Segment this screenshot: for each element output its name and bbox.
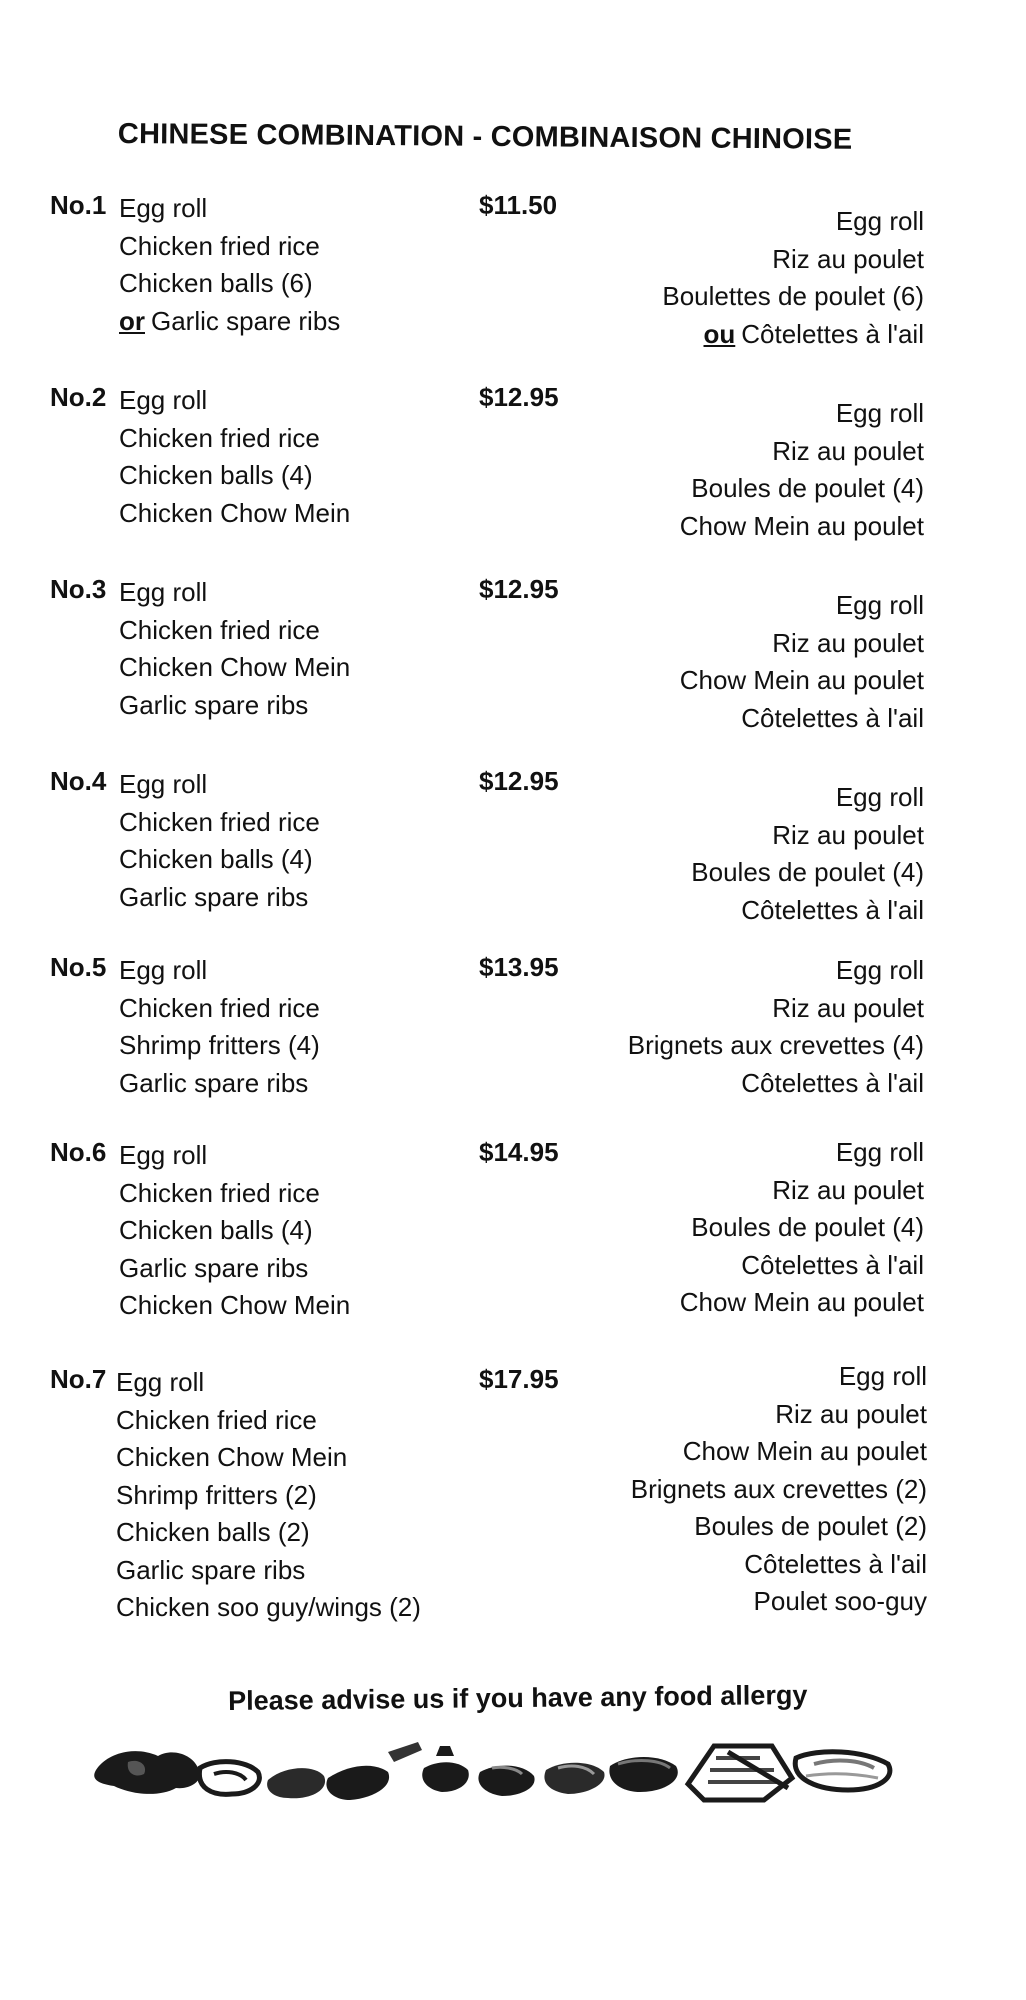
menu-item-french: Brignets aux crevettes (4) bbox=[627, 1030, 924, 1060]
food-illustration-icon bbox=[795, 1752, 890, 1790]
combo-items-french bbox=[691, 779, 924, 929]
menu-item-french: Egg roll bbox=[835, 398, 924, 428]
menu-item-english: Chicken Chow Mein bbox=[119, 652, 351, 682]
food-illustration-icon bbox=[478, 1766, 534, 1796]
menu-item-english: Egg roll bbox=[116, 1367, 205, 1397]
menu-item-french: Boules de poulet (4) bbox=[691, 473, 924, 503]
menu-item-english: Garlic spare ribs bbox=[119, 689, 309, 720]
food-illustration-icon bbox=[199, 1762, 259, 1795]
combo-items-french bbox=[680, 587, 924, 737]
menu-item-french: Egg roll bbox=[835, 590, 924, 620]
combo-number: No.6 bbox=[50, 1137, 107, 1167]
menu-item-french: Chow Mein au poulet bbox=[682, 1436, 927, 1466]
food-illustration-icon bbox=[609, 1757, 677, 1792]
menu-item-french: Côtelettes à l'ail bbox=[741, 702, 924, 733]
menu-item-french: Riz au poulet bbox=[772, 243, 924, 274]
menu-item-english: Chicken Chow Mein bbox=[119, 497, 351, 528]
menu-item-english: Egg roll bbox=[119, 769, 208, 799]
menu-item-french: Riz au poulet bbox=[772, 435, 924, 466]
food-illustration-icon bbox=[688, 1746, 792, 1800]
menu-item-french: Poulet soo-guy bbox=[753, 1586, 927, 1616]
menu-item-english: Garlic spare ribs bbox=[119, 1067, 309, 1098]
menu-item-english: Chicken balls (4) bbox=[119, 1215, 313, 1245]
menu-item-french: Chow Mein au poulet bbox=[679, 665, 924, 695]
menu-item-english: Shrimp fritters (4) bbox=[119, 1030, 320, 1060]
combo-price: $14.95 bbox=[479, 1137, 559, 1167]
menu-item-english: Garlic spare ribs bbox=[116, 1554, 306, 1585]
menu-item-english: Garlic spare ribs bbox=[119, 1252, 309, 1283]
menu-item-english: Chicken fried rice bbox=[119, 1177, 320, 1208]
menu-item-english: Egg roll bbox=[119, 577, 208, 607]
menu-item-english-alternative bbox=[119, 303, 340, 341]
food-illustration-icon bbox=[422, 1746, 469, 1792]
menu-item-english: Chicken fried rice bbox=[119, 992, 320, 1023]
menu-item-english: Chicken fried rice bbox=[119, 614, 320, 645]
combo-price: $17.95 bbox=[479, 1364, 559, 1394]
combo-number: No.2 bbox=[50, 382, 107, 412]
menu-item-english: Chicken fried rice bbox=[116, 1404, 317, 1435]
combo-items-french bbox=[680, 1134, 924, 1322]
combo-items-french bbox=[680, 395, 924, 545]
menu-item-french: Egg roll bbox=[838, 1361, 927, 1391]
combo-items-french bbox=[631, 1358, 927, 1621]
menu-item-english: Garlic spare ribs bbox=[119, 881, 309, 912]
menu-item-english: Egg roll bbox=[119, 193, 208, 223]
combo-price: $13.95 bbox=[479, 952, 559, 982]
menu-item-english: Chicken balls (4) bbox=[119, 460, 313, 490]
menu-item-french: Egg roll bbox=[835, 782, 924, 812]
food-illustration-icon bbox=[544, 1763, 604, 1794]
menu-item-french: Chow Mein au poulet bbox=[679, 510, 924, 541]
menu-item-french: Boules de poulet (4) bbox=[691, 1212, 924, 1242]
food-illustration-icon bbox=[267, 1742, 422, 1800]
menu-item-french: Riz au poulet bbox=[775, 1398, 927, 1429]
or-word: or bbox=[119, 305, 145, 336]
menu-item-english: Chicken Chow Mein bbox=[119, 1290, 351, 1320]
menu-item-english: Egg roll bbox=[119, 385, 208, 415]
combo-items-english bbox=[119, 766, 320, 916]
menu-item-french: Boules de poulet (2) bbox=[694, 1511, 927, 1541]
menu-item-french: Brignets aux crevettes (2) bbox=[630, 1473, 927, 1504]
menu-item-french-alternative bbox=[662, 316, 924, 354]
menu-item-english: Egg roll bbox=[119, 1140, 208, 1170]
menu-item-english: Egg roll bbox=[119, 955, 208, 985]
menu-item-english: Chicken fried rice bbox=[119, 230, 320, 261]
menu-item-french: Riz au poulet bbox=[772, 1174, 924, 1205]
combo-number: No.4 bbox=[50, 766, 107, 796]
menu-item-french: Côtelettes à l'ail bbox=[741, 894, 924, 925]
menu-item-english: Garlic spare ribs bbox=[151, 305, 341, 336]
menu-item-english: Chicken soo guy/wings (2) bbox=[116, 1592, 421, 1622]
combo-items-english bbox=[119, 190, 340, 340]
menu-item-french: Côtelettes à l'ail bbox=[741, 318, 924, 349]
menu-item-english: Chicken fried rice bbox=[119, 806, 320, 837]
menu-item-french: Côtelettes à l'ail bbox=[741, 1067, 924, 1098]
menu-item-french: Côtelettes à l'ail bbox=[744, 1548, 927, 1579]
menu-item-french: Riz au poulet bbox=[772, 819, 924, 850]
menu-item-french: Côtelettes à l'ail bbox=[741, 1249, 924, 1280]
combo-price: $12.95 bbox=[479, 382, 559, 412]
menu-item-french: Riz au poulet bbox=[772, 627, 924, 658]
menu-item-english: Chicken balls (6) bbox=[119, 268, 313, 298]
menu-item-french: Egg roll bbox=[835, 1137, 924, 1167]
menu-title: CHINESE COMBINATION - COMBINAISON CHINOISE bbox=[117, 118, 853, 156]
food-illustration-strip bbox=[88, 1728, 898, 1823]
menu-item-english: Shrimp fritters (2) bbox=[116, 1479, 317, 1510]
combo-items-english bbox=[119, 952, 320, 1102]
menu-item-english: Chicken balls (2) bbox=[116, 1517, 310, 1547]
combo-number: No.5 bbox=[50, 952, 107, 982]
food-illustration-icon bbox=[94, 1751, 200, 1794]
combo-price: $12.95 bbox=[479, 766, 559, 796]
menu-item-english: Chicken fried rice bbox=[119, 422, 320, 453]
combo-price: $11.50 bbox=[479, 190, 558, 220]
menu-item-french: Riz au poulet bbox=[772, 992, 924, 1023]
ou-word: ou bbox=[703, 318, 736, 349]
combo-items-french bbox=[628, 952, 924, 1102]
menu-item-french: Chow Mein au poulet bbox=[679, 1287, 924, 1317]
combo-items-english bbox=[116, 1364, 421, 1627]
combo-number: No.7 bbox=[50, 1364, 107, 1394]
combo-items-english bbox=[119, 574, 350, 724]
combo-number: No.1 bbox=[50, 190, 107, 220]
combo-number: No.3 bbox=[50, 574, 107, 604]
allergy-notice: Please advise us if you have any food allergy bbox=[228, 1679, 808, 1716]
combo-items-french bbox=[662, 203, 924, 353]
combo-items-english bbox=[119, 1137, 350, 1325]
combo-price: $12.95 bbox=[479, 574, 559, 604]
menu-item-english: Chicken balls (4) bbox=[119, 844, 313, 874]
menu-item-english: Chicken Chow Mein bbox=[116, 1442, 348, 1472]
menu-item-french: Boules de poulet (4) bbox=[691, 857, 924, 887]
menu-item-french: Boulettes de poulet (6) bbox=[662, 281, 924, 311]
menu-item-french: Egg roll bbox=[835, 206, 924, 236]
menu-item-french: Egg roll bbox=[835, 955, 924, 985]
combo-items-english bbox=[119, 382, 350, 532]
